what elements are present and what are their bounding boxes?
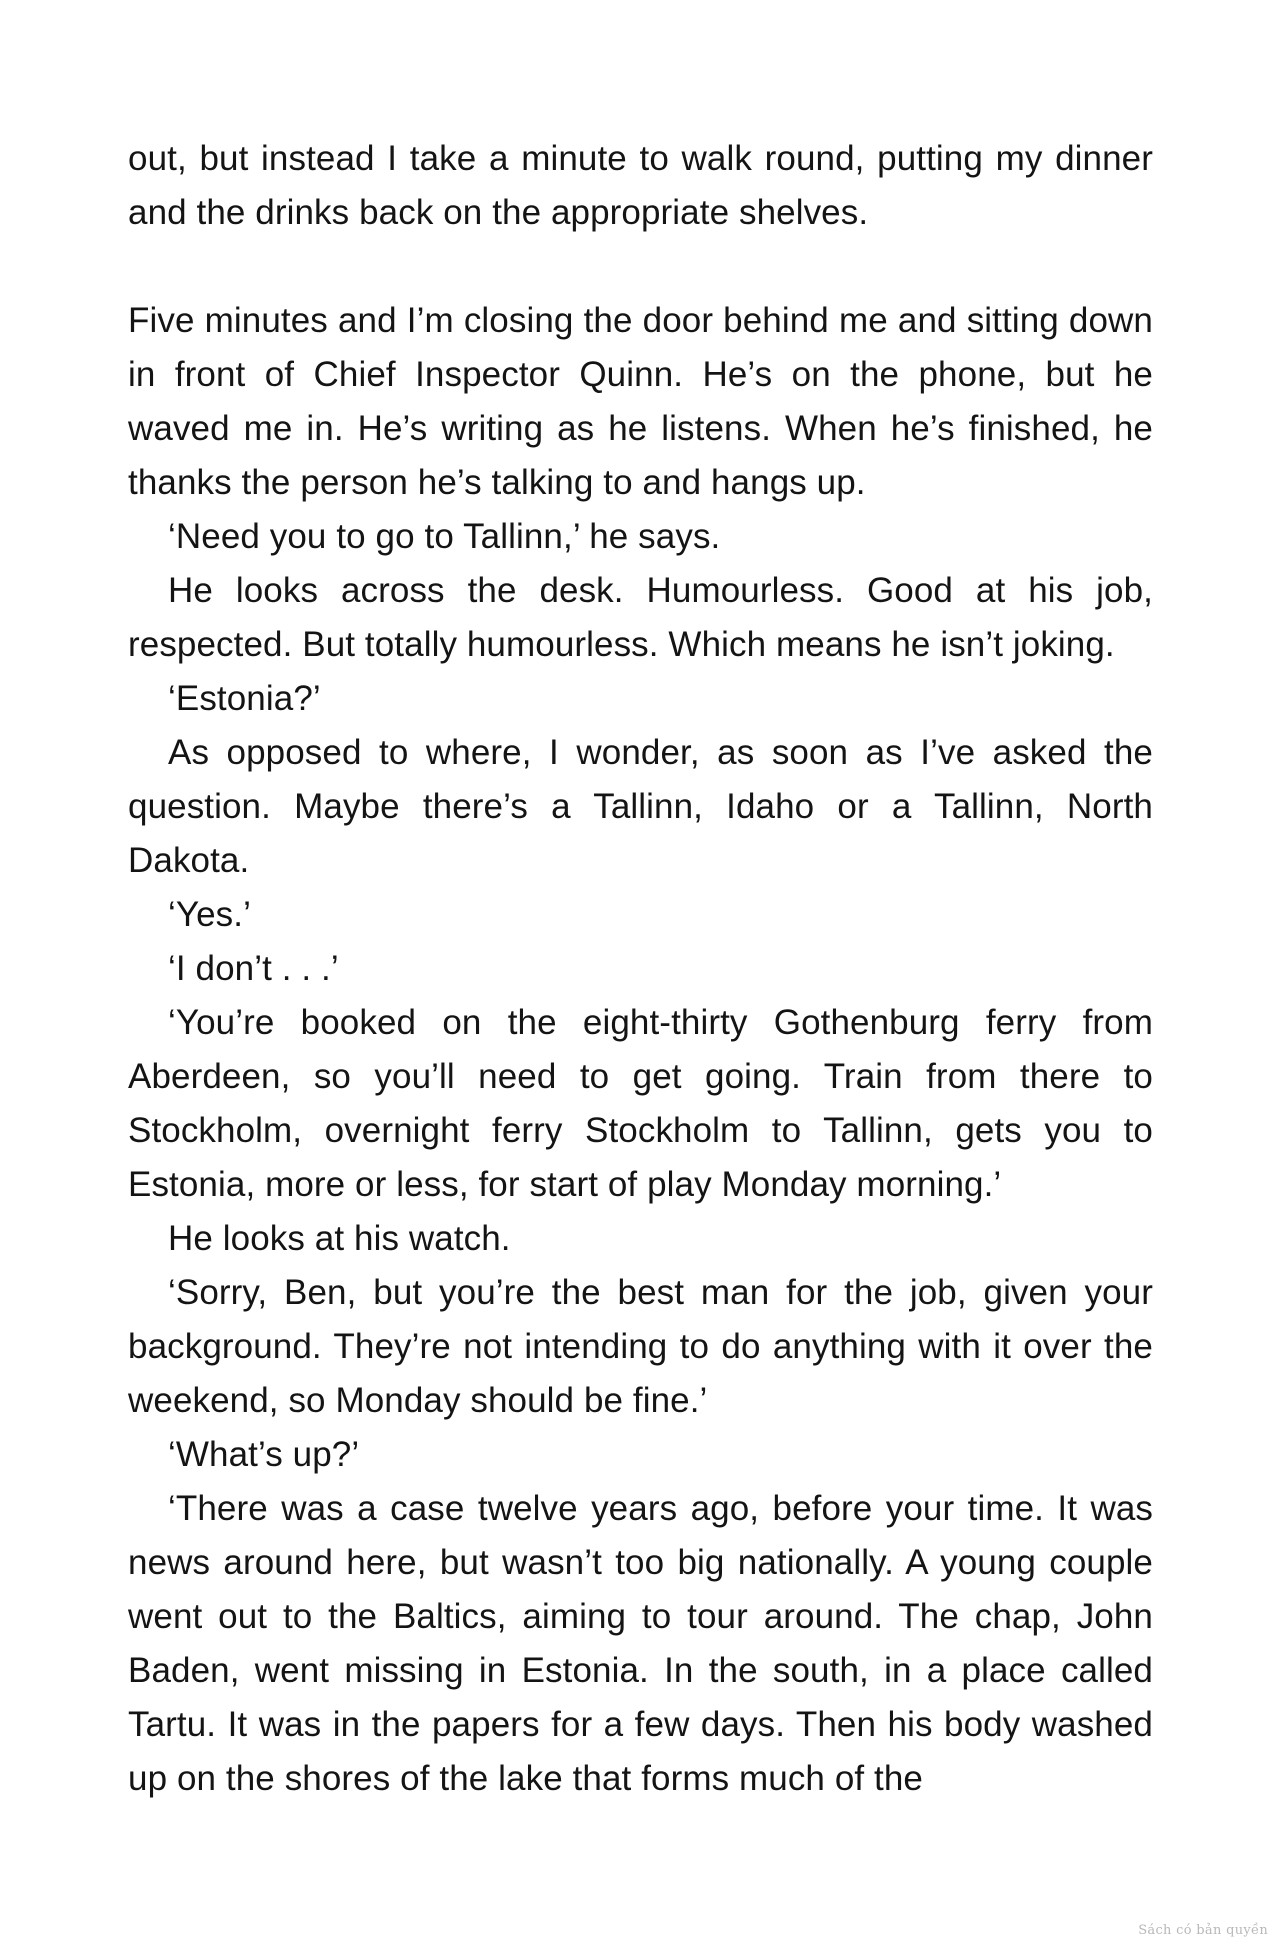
paragraph-10: He looks at his watch.: [168, 1219, 511, 1258]
paragraph-12: ‘What’s up?’: [168, 1435, 360, 1474]
paragraph-5: ‘Estonia?’: [168, 679, 321, 718]
paragraph-3: ‘Need you to go to Tallinn,’ he says.: [168, 517, 721, 556]
paragraph-13: ‘There was a case twelve years ago, before your time. It was news around here, but wasn’t too big nationally. A young couple went out to the Baltics, aiming to tour around. The chap, John Baden, went missing in Estonia. In the south, in a place called Tartu. It was in the papers for a few days. Then his body washed up on the shores of the lake that forms much of the: [128, 1489, 1153, 1798]
paragraph-4: He looks across the desk. Humourless. Good at his job, respected. But totally humourless. Which means he isn’t joking.: [128, 571, 1153, 664]
page-body: [128, 132, 1153, 1806]
paragraph-1: out, but instead I take a minute to walk round, putting my dinner and the drinks back on the appropriate shelves.: [128, 139, 1153, 232]
paragraph-6: As opposed to where, I wonder, as soon as I’ve asked the question. Maybe there’s a Tallinn, Idaho or a Tallinn, North Dakota.: [128, 733, 1153, 880]
paragraph-7: ‘Yes.’: [168, 895, 251, 934]
paragraph-2: Five minutes and I’m closing the door behind me and sitting down in front of Chief Inspector Quinn. He’s on the phone, but he waved me in. He’s writing as he listens. When he’s finished, he thanks the person he’s talking to and hangs up.: [128, 301, 1153, 502]
paragraph-8: ‘I don’t . . .’: [168, 949, 339, 988]
paragraph-11: ‘Sorry, Ben, but you’re the best man for the job, given your background. They’re not intending to do anything with it over the weekend, so Monday should be fine.’: [128, 1273, 1153, 1420]
copyright-note: Sách có bản quyền: [1138, 1923, 1268, 1938]
paragraph-9: ‘You’re booked on the eight-thirty Gothenburg ferry from Aberdeen, so you’ll need to get going. Train from there to Stockholm, overnight ferry Stockholm to Tallinn, gets you to Estonia, more or less, for start of play Monday morning.’: [128, 1003, 1153, 1204]
